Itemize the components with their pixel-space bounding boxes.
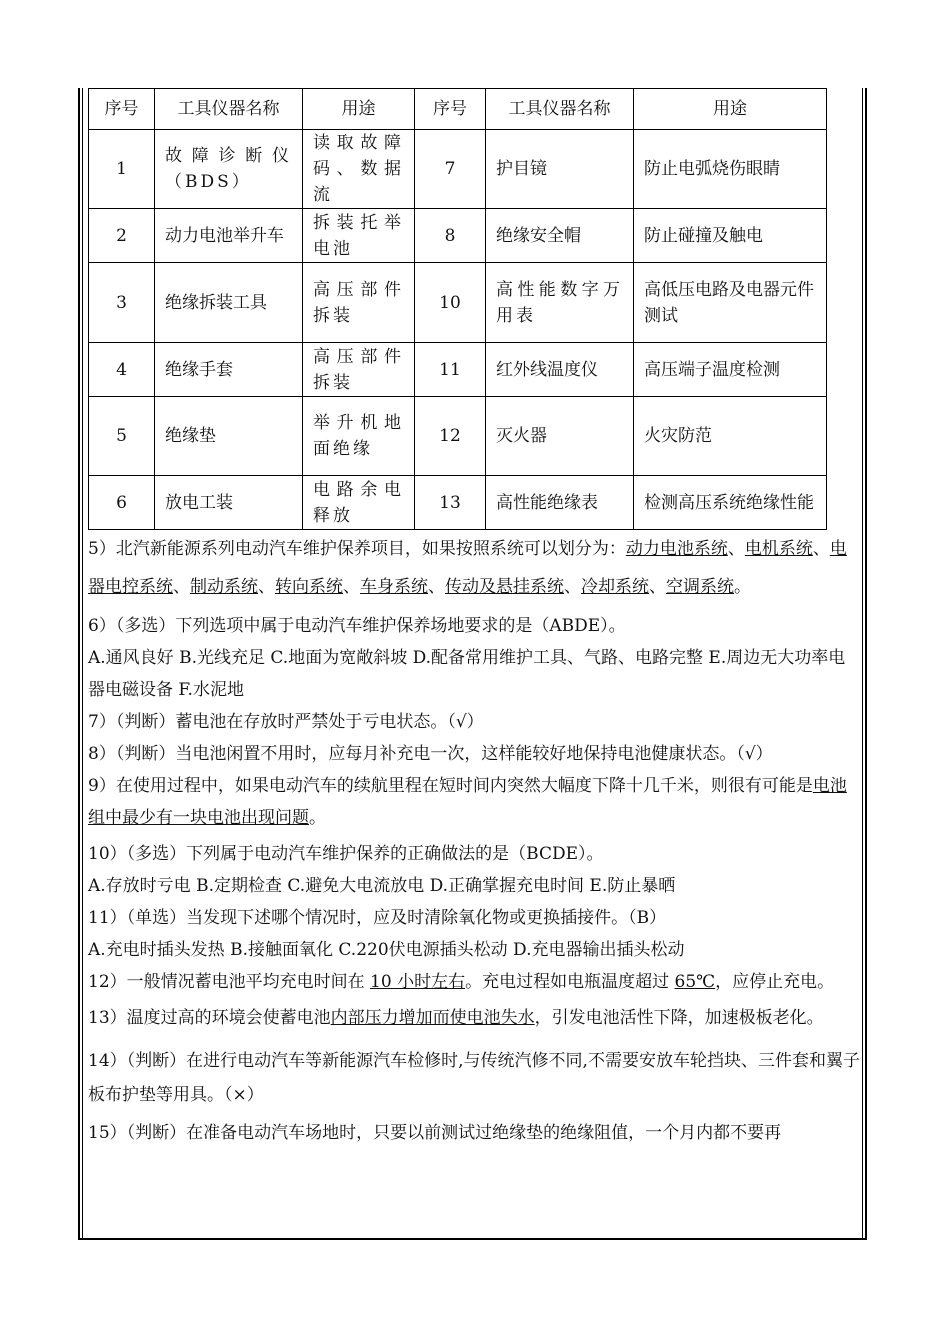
row-no-1: 5	[89, 397, 155, 476]
row-name-1: 绝缘手套	[155, 343, 303, 397]
row-no-1: 2	[89, 209, 155, 263]
questions-body	[88, 530, 860, 1150]
row-use-2: 高压端子温度检测	[634, 343, 827, 397]
header-no-2: 序号	[415, 89, 486, 130]
q5-sep: 、	[173, 577, 190, 597]
q12-answer-time: 10 小时左右	[370, 972, 466, 992]
tools-table	[88, 88, 827, 530]
row-use-1: 读取故障码、数据流	[303, 130, 415, 209]
q5-answer: 车身系统	[360, 577, 428, 597]
q5-answer: 动力电池系统	[625, 539, 728, 559]
q5-end: 。	[734, 577, 751, 597]
question-14: 14）（判断）在进行电动汽车等新能源汽车检修时,与传统汽修不同,不需要安放车轮挡块、三件套和翼子板布护垫等用具。（×）	[88, 1051, 860, 1105]
question-6: 6）（多选）下列选项中属于电动汽车维护保养场地要求的是（ABDE）。	[88, 616, 626, 636]
row-no-2: 7	[415, 130, 486, 209]
row-name-2: 红外线温度仪	[486, 343, 634, 397]
question-8: 8）（判断）当电池闲置不用时，应每月补充电一次，这样能较好地保持电池健康状态。（√）	[88, 744, 773, 764]
q13-end: ，引发电池活性下降，加速极板老化。	[534, 1008, 824, 1028]
q5-prefix: 5）北汽新能源系列电动汽车维护保养项目，如果按照系统可以划分为：	[88, 539, 626, 559]
frame-inner-right-line	[862, 88, 863, 1238]
header-use-2: 用途	[634, 89, 827, 130]
row-use-2: 防止电弧烧伤眼睛	[634, 130, 827, 209]
row-use-1: 高压部件拆装	[303, 263, 415, 343]
row-no-2: 10	[415, 263, 486, 343]
row-name-2: 护目镜	[486, 130, 634, 209]
row-use-2: 防止碰撞及触电	[634, 209, 827, 263]
q5-answer: 冷却系统	[581, 577, 649, 597]
q12-prefix: 12）一般情况蓄电池平均充电时间在	[88, 972, 371, 992]
header-name-2: 工具仪器名称	[486, 89, 634, 130]
row-use-1: 电路余电释放	[303, 476, 415, 530]
q13-prefix: 13）温度过高的环境会使蓄电池	[88, 1008, 331, 1028]
row-name-2: 高性能绝缘表	[486, 476, 634, 530]
table-row	[89, 263, 827, 343]
q9-end: 。	[309, 808, 326, 828]
q5-answer: 制动系统	[190, 577, 258, 597]
question-12	[88, 966, 860, 998]
row-name-2: 高性能数字万用表	[486, 263, 634, 343]
q5-sep: 、	[428, 577, 445, 597]
q5-sep: 、	[343, 577, 360, 597]
q9-prefix: 9）在使用过程中，如果电动汽车的续航里程在短时间内突然大幅度下降十几千米，则很有可能是	[88, 776, 813, 796]
question-11: 11）（单选）当发现下述哪个情况时，应及时清除氧化物或更换插接件。（B）	[88, 908, 667, 928]
q5-answer: 电器电控系统	[88, 539, 847, 597]
q13-answer: 内部压力增加而使电池失水	[330, 1008, 535, 1028]
question-13	[88, 1000, 860, 1036]
header-no-1: 序号	[89, 89, 155, 130]
question-9	[88, 770, 860, 834]
row-no-1: 3	[89, 263, 155, 343]
table-row	[89, 397, 827, 476]
q12-answer-temp: 65℃	[674, 972, 716, 992]
header-name-1: 工具仪器名称	[155, 89, 303, 130]
question-11-options: A.充电时插头发热 B.接触面氧化 C.220伏电源插头松动 D.充电器输出插头松动	[88, 940, 685, 960]
row-no-1: 1	[89, 130, 155, 209]
row-no-1: 4	[89, 343, 155, 397]
row-no-2: 11	[415, 343, 486, 397]
question-15: 15）（判断）在准备电动汽车场地时，只要以前测试过绝缘垫的绝缘阻值，一个月内都不要再	[88, 1123, 782, 1143]
question-10: 10）（多选）下列属于电动汽车维护保养的正确做法的是（BCDE）。	[88, 844, 604, 864]
table-row	[89, 209, 827, 263]
q5-sep: 、	[727, 539, 745, 559]
q5-answer: 转向系统	[275, 577, 343, 597]
row-no-2: 12	[415, 397, 486, 476]
q5-sep: 、	[564, 577, 581, 597]
row-no-2: 8	[415, 209, 486, 263]
q9-answer: 电池组中最少有一块电池出现问题	[88, 776, 847, 828]
row-name-1: 放电工装	[155, 476, 303, 530]
q5-sep: 、	[258, 577, 275, 597]
row-name-1: 动力电池举升车	[155, 209, 303, 263]
table-row	[89, 343, 827, 397]
row-use-1: 拆装托举电池	[303, 209, 415, 263]
table-header-row	[89, 89, 827, 130]
q12-end: ，应停止充电。	[715, 972, 835, 992]
row-name-2: 灭火器	[486, 397, 634, 476]
q5-sep: 、	[812, 539, 830, 559]
row-name-1: 绝缘拆装工具	[155, 263, 303, 343]
table-row	[89, 476, 827, 530]
row-use-2: 检测高压系统绝缘性能	[634, 476, 827, 530]
row-use-2: 高低压电路及电器元件测试	[634, 263, 827, 343]
question-6-options: A.通风良好 B.光线充足 C.地面为宽敞斜坡 D.配备常用维护工具、气路、电路完整 E.周边无大功率电器电磁设备 F.水泥地	[88, 648, 846, 700]
q5-answer: 空调系统	[666, 577, 734, 597]
header-use-1: 用途	[303, 89, 415, 130]
row-use-2: 火灾防范	[634, 397, 827, 476]
table-row	[89, 130, 827, 209]
q5-answer: 电机系统	[744, 539, 813, 559]
question-10-options: A.存放时亏电 B.定期检查 C.避免大电流放电 D.正确掌握充电时间 E.防止暴晒	[88, 876, 676, 896]
question-7: 7）（判断）蓄电池在存放时严禁处于亏电状态。（√）	[88, 712, 484, 732]
question-5	[88, 530, 860, 606]
q5-sep: 、	[649, 577, 666, 597]
q12-mid: 。充电过程如电瓶温度超过	[465, 972, 675, 992]
frame-inner-left-line	[82, 88, 83, 1238]
row-name-1: 故障诊断仪（BDS）	[155, 130, 303, 209]
row-no-1: 6	[89, 476, 155, 530]
row-name-2: 绝缘安全帽	[486, 209, 634, 263]
row-use-1: 举升机地面绝缘	[303, 397, 415, 476]
row-use-1: 高压部件拆装	[303, 343, 415, 397]
q5-answer: 传动及悬挂系统	[445, 577, 564, 597]
row-name-1: 绝缘垫	[155, 397, 303, 476]
row-no-2: 13	[415, 476, 486, 530]
